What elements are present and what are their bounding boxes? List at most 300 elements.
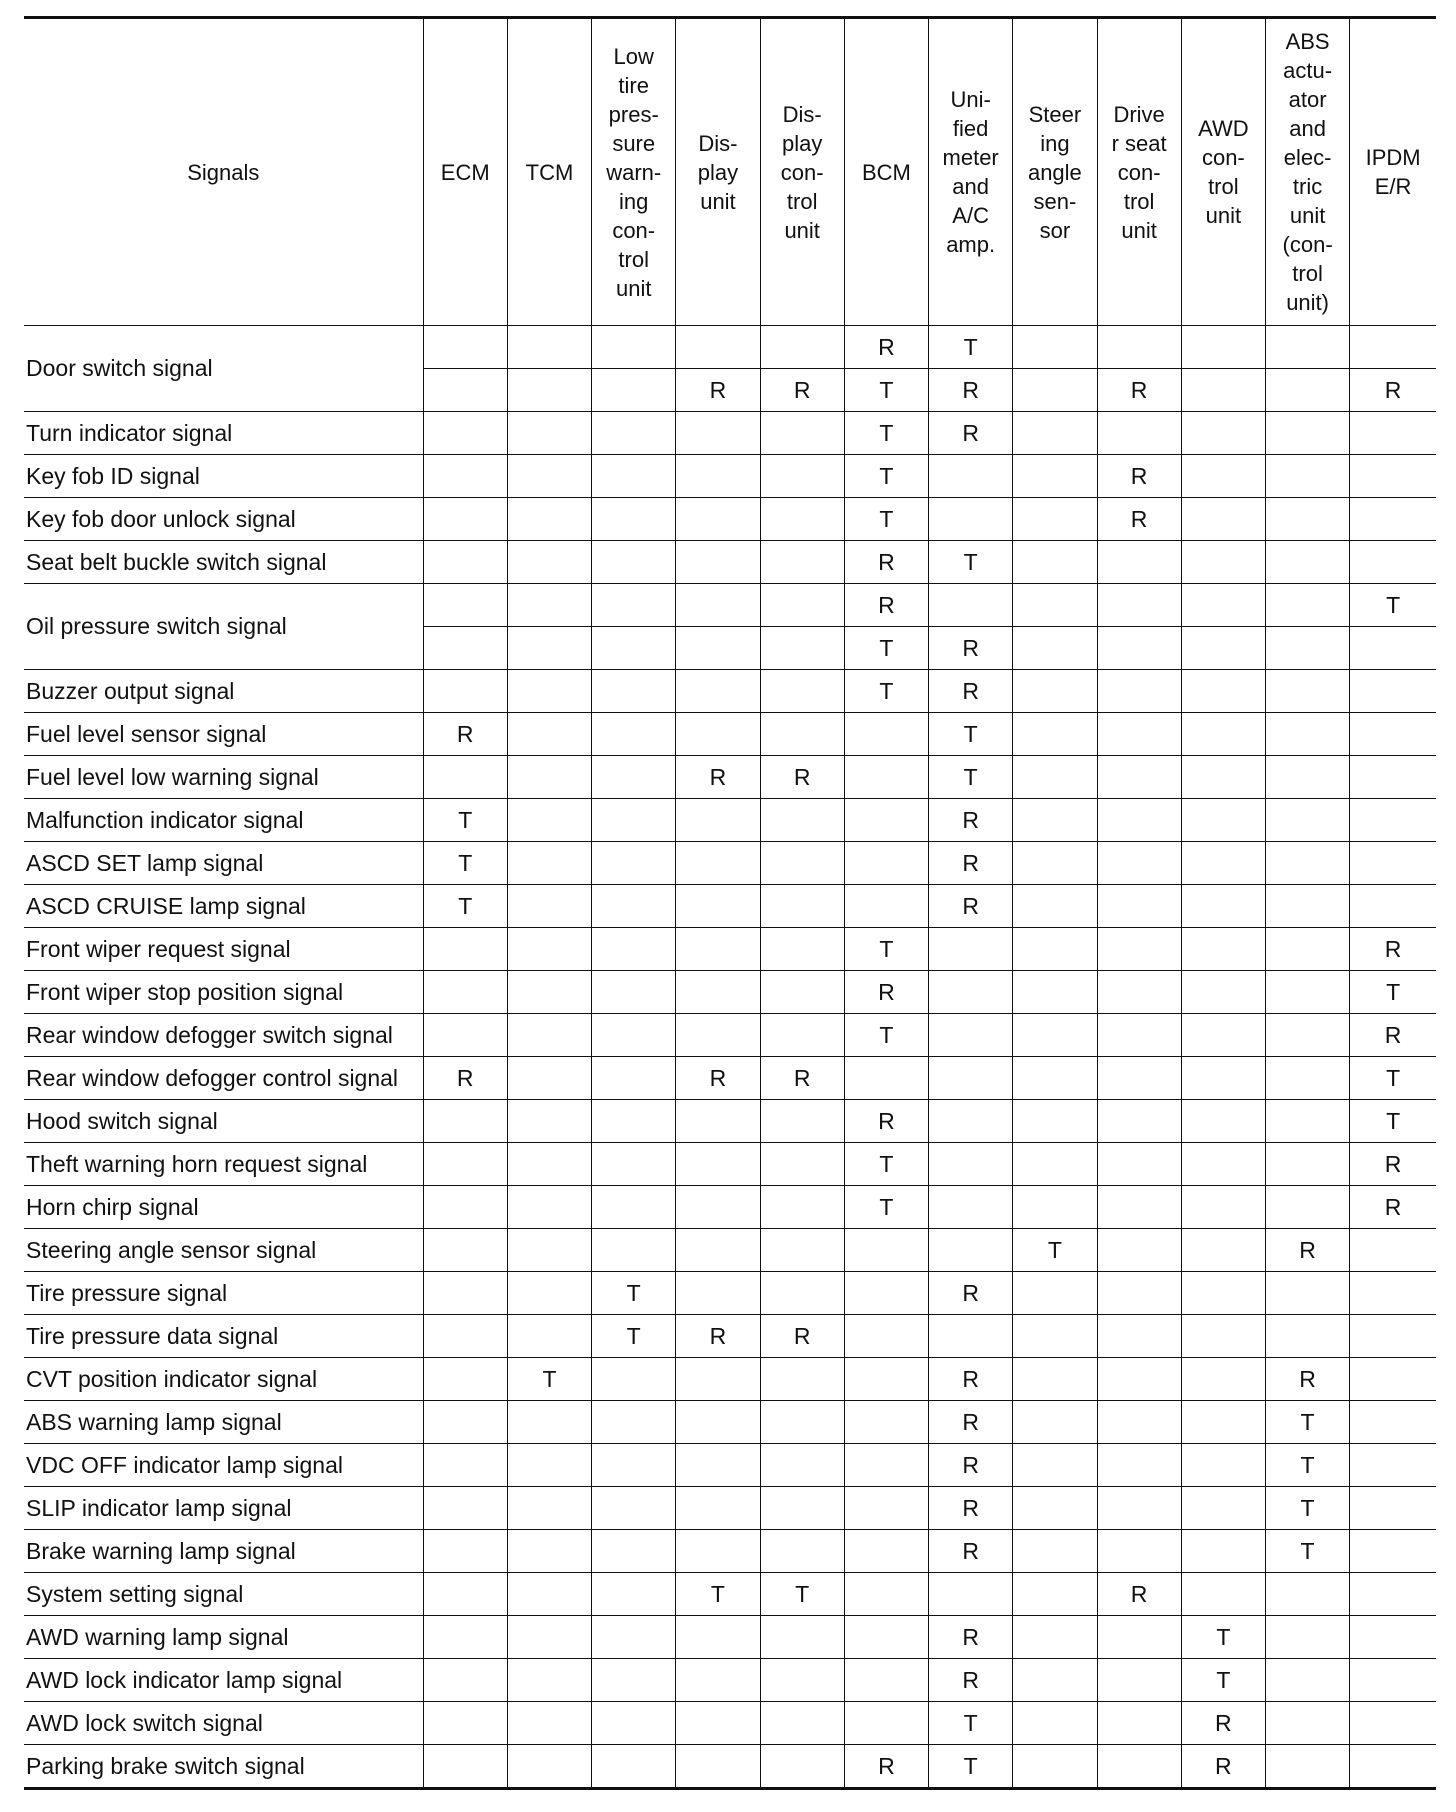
signal-direction-cell bbox=[929, 498, 1013, 541]
signal-direction-cell bbox=[507, 799, 591, 842]
signal-direction-cell bbox=[929, 1229, 1013, 1272]
signal-direction-cell bbox=[1350, 1315, 1436, 1358]
signal-direction-cell bbox=[929, 1315, 1013, 1358]
signal-name-cell: Rear window defogger switch signal bbox=[24, 1014, 423, 1057]
signal-direction-cell bbox=[423, 455, 507, 498]
signal-direction-cell bbox=[676, 326, 760, 369]
signal-direction-cell: T bbox=[423, 842, 507, 885]
signal-direction-cell: R bbox=[929, 885, 1013, 928]
signal-direction-cell: T bbox=[592, 1315, 676, 1358]
signal-direction-cell bbox=[1013, 1143, 1097, 1186]
signal-direction-cell bbox=[1013, 670, 1097, 713]
signal-direction-cell bbox=[592, 713, 676, 756]
signal-direction-cell bbox=[1181, 756, 1265, 799]
signal-direction-cell bbox=[1013, 541, 1097, 584]
signal-direction-cell bbox=[1181, 1315, 1265, 1358]
signal-direction-cell bbox=[676, 1487, 760, 1530]
signal-direction-cell bbox=[1181, 842, 1265, 885]
signal-direction-cell: R bbox=[844, 971, 928, 1014]
signal-direction-cell bbox=[423, 1272, 507, 1315]
column-header-label: BCM bbox=[861, 159, 911, 185]
column-header-label: AWD con- trol unit bbox=[1198, 116, 1249, 228]
signal-direction-cell bbox=[507, 1272, 591, 1315]
signal-direction-cell bbox=[423, 1745, 507, 1789]
signal-direction-cell bbox=[1350, 1272, 1436, 1315]
signal-direction-cell bbox=[592, 541, 676, 584]
signal-direction-cell: R bbox=[760, 756, 844, 799]
signal-direction-cell: R bbox=[1097, 498, 1181, 541]
signal-direction-cell bbox=[1097, 1358, 1181, 1401]
signal-direction-cell bbox=[1097, 1702, 1181, 1745]
signal-direction-cell bbox=[760, 584, 844, 627]
table-row bbox=[24, 1444, 1436, 1487]
column-header-label: Dis- play unit bbox=[697, 130, 739, 214]
signal-direction-cell bbox=[507, 1401, 591, 1444]
signal-direction-cell bbox=[676, 627, 760, 670]
signal-direction-cell bbox=[1013, 1444, 1097, 1487]
signal-direction-cell bbox=[507, 1100, 591, 1143]
signal-direction-cell bbox=[1350, 541, 1436, 584]
signal-direction-cell: T bbox=[507, 1358, 591, 1401]
signal-direction-cell: T bbox=[1350, 584, 1436, 627]
signal-name-cell: AWD lock switch signal bbox=[24, 1702, 423, 1745]
column-header bbox=[423, 18, 507, 326]
table-row bbox=[24, 1702, 1436, 1745]
table-row bbox=[24, 1487, 1436, 1530]
signal-direction-cell: T bbox=[844, 1186, 928, 1229]
signal-direction-cell bbox=[1013, 1057, 1097, 1100]
signal-direction-cell: R bbox=[1097, 455, 1181, 498]
signal-direction-cell: R bbox=[1350, 369, 1436, 412]
signal-direction-cell bbox=[1350, 412, 1436, 455]
column-header bbox=[929, 18, 1013, 326]
signal-direction-cell bbox=[507, 1616, 591, 1659]
signal-direction-cell: R bbox=[929, 842, 1013, 885]
signal-direction-cell bbox=[760, 670, 844, 713]
signal-direction-cell: R bbox=[844, 326, 928, 369]
signal-direction-cell: T bbox=[844, 369, 928, 412]
signal-direction-cell bbox=[1097, 1401, 1181, 1444]
signal-direction-cell bbox=[676, 1143, 760, 1186]
signal-direction-cell bbox=[844, 713, 928, 756]
signal-direction-cell: R bbox=[676, 756, 760, 799]
signal-direction-cell bbox=[1265, 1315, 1349, 1358]
column-header-label: TCM bbox=[525, 159, 574, 185]
signal-direction-cell bbox=[1265, 1702, 1349, 1745]
signal-direction-cell bbox=[1181, 1487, 1265, 1530]
signal-direction-cell bbox=[1265, 584, 1349, 627]
table-row bbox=[24, 1272, 1436, 1315]
signal-direction-cell bbox=[1097, 627, 1181, 670]
signal-direction-cell bbox=[592, 1014, 676, 1057]
signal-direction-cell bbox=[676, 928, 760, 971]
signal-direction-cell bbox=[1181, 670, 1265, 713]
signal-direction-cell bbox=[676, 1702, 760, 1745]
signal-direction-cell bbox=[676, 1229, 760, 1272]
signal-direction-cell bbox=[423, 627, 507, 670]
signal-direction-cell: R bbox=[929, 412, 1013, 455]
signal-direction-cell bbox=[676, 670, 760, 713]
signal-direction-cell bbox=[760, 1659, 844, 1702]
signal-direction-cell bbox=[1013, 1358, 1097, 1401]
signal-direction-cell bbox=[592, 885, 676, 928]
signal-direction-cell bbox=[760, 1401, 844, 1444]
signal-direction-cell: T bbox=[676, 1573, 760, 1616]
signal-direction-cell bbox=[760, 1530, 844, 1573]
signal-direction-cell bbox=[507, 1143, 591, 1186]
signal-direction-cell: R bbox=[929, 1487, 1013, 1530]
signal-direction-cell bbox=[592, 842, 676, 885]
signal-direction-cell bbox=[507, 842, 591, 885]
table-row bbox=[24, 1573, 1436, 1616]
signal-direction-cell bbox=[1265, 1659, 1349, 1702]
signal-name-cell: Steering angle sensor signal bbox=[24, 1229, 423, 1272]
signal-direction-cell bbox=[760, 498, 844, 541]
signal-direction-cell: R bbox=[929, 1401, 1013, 1444]
column-header bbox=[507, 18, 591, 326]
signal-direction-cell bbox=[1013, 1573, 1097, 1616]
signal-direction-cell bbox=[1013, 713, 1097, 756]
table-row bbox=[24, 1315, 1436, 1358]
signal-direction-cell bbox=[423, 1186, 507, 1229]
column-header bbox=[592, 18, 676, 326]
signal-direction-cell bbox=[423, 412, 507, 455]
signal-direction-cell bbox=[592, 584, 676, 627]
signal-direction-cell bbox=[929, 1014, 1013, 1057]
signal-direction-cell bbox=[1181, 584, 1265, 627]
signal-direction-cell bbox=[1181, 541, 1265, 584]
signal-direction-cell bbox=[1350, 1659, 1436, 1702]
signal-direction-cell bbox=[760, 1702, 844, 1745]
signal-direction-cell: T bbox=[929, 756, 1013, 799]
signal-direction-cell bbox=[423, 1401, 507, 1444]
signal-direction-cell bbox=[423, 1143, 507, 1186]
signal-direction-cell bbox=[1181, 1186, 1265, 1229]
signal-direction-cell bbox=[1181, 1573, 1265, 1616]
signal-direction-cell bbox=[1181, 369, 1265, 412]
signal-direction-cell: R bbox=[929, 799, 1013, 842]
signal-direction-cell: T bbox=[844, 1014, 928, 1057]
signal-direction-cell bbox=[1013, 1014, 1097, 1057]
signal-direction-cell bbox=[1013, 1745, 1097, 1789]
signal-direction-cell: R bbox=[423, 713, 507, 756]
table-row bbox=[24, 1186, 1436, 1229]
signal-direction-cell: R bbox=[929, 1530, 1013, 1573]
signal-direction-cell bbox=[1265, 670, 1349, 713]
signal-name-cell: Seat belt buckle switch signal bbox=[24, 541, 423, 584]
signal-direction-cell bbox=[760, 1229, 844, 1272]
column-header bbox=[1265, 18, 1349, 326]
signal-direction-cell bbox=[760, 1272, 844, 1315]
signal-direction-cell: T bbox=[844, 455, 928, 498]
signal-name-cell: Horn chirp signal bbox=[24, 1186, 423, 1229]
signal-direction-cell bbox=[676, 713, 760, 756]
signal-direction-cell bbox=[1181, 1530, 1265, 1573]
signal-direction-cell bbox=[1350, 713, 1436, 756]
signal-direction-cell bbox=[760, 1745, 844, 1789]
table-row bbox=[24, 1745, 1436, 1789]
signal-direction-cell bbox=[592, 498, 676, 541]
column-header bbox=[1013, 18, 1097, 326]
signal-direction-cell bbox=[1350, 799, 1436, 842]
signal-direction-cell bbox=[676, 1100, 760, 1143]
table-row bbox=[24, 1100, 1436, 1143]
signal-direction-cell bbox=[1097, 1659, 1181, 1702]
signal-direction-cell bbox=[1097, 1616, 1181, 1659]
table-row bbox=[24, 1358, 1436, 1401]
column-header-label: Dis- play con- trol unit bbox=[780, 101, 824, 243]
signal-direction-cell bbox=[507, 1745, 591, 1789]
signal-direction-cell bbox=[844, 1057, 928, 1100]
signal-direction-cell bbox=[844, 1358, 928, 1401]
signal-name-cell: System setting signal bbox=[24, 1573, 423, 1616]
signal-direction-cell: R bbox=[844, 541, 928, 584]
signal-direction-cell bbox=[844, 1530, 928, 1573]
signal-direction-cell bbox=[1013, 369, 1097, 412]
signal-direction-cell bbox=[1265, 713, 1349, 756]
signal-direction-cell bbox=[760, 885, 844, 928]
signal-direction-cell bbox=[1350, 1530, 1436, 1573]
table-row bbox=[24, 1616, 1436, 1659]
signal-direction-cell: R bbox=[929, 670, 1013, 713]
signal-direction-cell bbox=[1265, 1186, 1349, 1229]
signal-direction-cell bbox=[592, 1401, 676, 1444]
signal-direction-cell bbox=[844, 1487, 928, 1530]
signal-direction-cell bbox=[1265, 1014, 1349, 1057]
signal-name-cell: Rear window defogger control signal bbox=[24, 1057, 423, 1100]
signal-direction-cell bbox=[592, 1229, 676, 1272]
signal-direction-cell bbox=[423, 369, 507, 412]
signal-direction-cell: T bbox=[1350, 1100, 1436, 1143]
table-row bbox=[24, 1401, 1436, 1444]
signal-direction-cell: R bbox=[929, 627, 1013, 670]
signal-direction-cell bbox=[423, 1315, 507, 1358]
column-header bbox=[1181, 18, 1265, 326]
table-row bbox=[24, 842, 1436, 885]
signal-direction-cell bbox=[676, 1014, 760, 1057]
signal-direction-cell bbox=[760, 326, 844, 369]
signal-direction-cell bbox=[1350, 1573, 1436, 1616]
signal-direction-cell: R bbox=[929, 1358, 1013, 1401]
signal-direction-cell bbox=[676, 1659, 760, 1702]
column-header-label: Uni- fied meter and A/C amp. bbox=[942, 87, 999, 257]
signal-name-cell: ASCD CRUISE lamp signal bbox=[24, 885, 423, 928]
signal-direction-cell bbox=[507, 756, 591, 799]
signal-direction-cell bbox=[507, 1315, 591, 1358]
signal-direction-cell bbox=[507, 455, 591, 498]
table-row bbox=[24, 1659, 1436, 1702]
signal-name-cell: Key fob ID signal bbox=[24, 455, 423, 498]
signal-direction-cell bbox=[929, 971, 1013, 1014]
signal-direction-cell bbox=[423, 498, 507, 541]
signal-direction-cell bbox=[1013, 799, 1097, 842]
signal-direction-cell bbox=[1013, 455, 1097, 498]
signal-direction-cell: R bbox=[929, 369, 1013, 412]
signal-direction-cell bbox=[760, 1100, 844, 1143]
column-header-label: ABS actu- ator and elec- tric unit (con- trol unit) bbox=[1282, 29, 1333, 315]
table-row bbox=[24, 412, 1436, 455]
signal-direction-cell bbox=[1350, 1616, 1436, 1659]
signal-direction-cell: T bbox=[1013, 1229, 1097, 1272]
signal-direction-cell bbox=[844, 1315, 928, 1358]
signal-direction-cell bbox=[1181, 412, 1265, 455]
column-header-label: Signals bbox=[187, 159, 260, 185]
signal-direction-cell bbox=[1181, 1444, 1265, 1487]
signal-direction-cell bbox=[676, 971, 760, 1014]
signal-direction-cell: R bbox=[1181, 1745, 1265, 1789]
signal-direction-cell bbox=[423, 1358, 507, 1401]
signal-direction-cell bbox=[507, 713, 591, 756]
signal-direction-cell: R bbox=[1350, 1014, 1436, 1057]
signal-direction-cell bbox=[592, 971, 676, 1014]
signal-direction-cell bbox=[760, 1186, 844, 1229]
signal-name-cell: Key fob door unlock signal bbox=[24, 498, 423, 541]
signal-direction-cell: T bbox=[1265, 1401, 1349, 1444]
signal-direction-cell: T bbox=[423, 885, 507, 928]
signal-direction-cell bbox=[1265, 842, 1349, 885]
signal-direction-cell: T bbox=[1265, 1530, 1349, 1573]
signal-direction-cell bbox=[1350, 670, 1436, 713]
signal-direction-cell bbox=[1265, 1143, 1349, 1186]
signal-direction-cell bbox=[1181, 1272, 1265, 1315]
signal-name-cell: SLIP indicator lamp signal bbox=[24, 1487, 423, 1530]
signal-direction-cell bbox=[760, 1444, 844, 1487]
signal-direction-cell bbox=[1097, 1186, 1181, 1229]
signal-name-cell: Tire pressure signal bbox=[24, 1272, 423, 1315]
signal-direction-cell bbox=[507, 1229, 591, 1272]
signal-direction-cell: T bbox=[929, 1745, 1013, 1789]
signal-direction-cell bbox=[1265, 369, 1349, 412]
signal-direction-cell bbox=[592, 627, 676, 670]
signal-direction-cell bbox=[676, 885, 760, 928]
signal-direction-cell bbox=[592, 1358, 676, 1401]
signal-direction-cell bbox=[1181, 455, 1265, 498]
header-row bbox=[24, 18, 1436, 326]
signal-direction-cell bbox=[1350, 1745, 1436, 1789]
signal-direction-cell bbox=[929, 1186, 1013, 1229]
signal-direction-cell bbox=[1097, 1487, 1181, 1530]
table-row bbox=[24, 799, 1436, 842]
column-header-label: Low tire pres- sure warn- ing con- trol unit bbox=[606, 43, 662, 301]
signal-direction-cell bbox=[1097, 326, 1181, 369]
signal-direction-cell bbox=[507, 627, 591, 670]
column-header bbox=[676, 18, 760, 326]
signal-name-cell: Brake warning lamp signal bbox=[24, 1530, 423, 1573]
signal-direction-cell bbox=[844, 842, 928, 885]
signal-direction-cell bbox=[760, 1014, 844, 1057]
signal-direction-cell bbox=[507, 1057, 591, 1100]
signal-direction-cell bbox=[929, 455, 1013, 498]
signal-direction-cell bbox=[1097, 1100, 1181, 1143]
signal-direction-cell bbox=[1181, 1014, 1265, 1057]
signal-name-cell: Door switch signal bbox=[24, 326, 423, 412]
signal-direction-cell bbox=[423, 1573, 507, 1616]
table-row bbox=[24, 885, 1436, 928]
signal-direction-cell bbox=[592, 1100, 676, 1143]
signal-direction-cell bbox=[507, 541, 591, 584]
signal-direction-cell: T bbox=[1181, 1616, 1265, 1659]
signal-direction-cell bbox=[1181, 1229, 1265, 1272]
signal-direction-cell bbox=[929, 1143, 1013, 1186]
signal-direction-cell bbox=[507, 1186, 591, 1229]
signal-direction-cell bbox=[844, 799, 928, 842]
signal-direction-cell bbox=[507, 1702, 591, 1745]
signal-direction-cell bbox=[760, 971, 844, 1014]
signal-name-cell: ABS warning lamp signal bbox=[24, 1401, 423, 1444]
signal-direction-cell: T bbox=[1265, 1487, 1349, 1530]
signal-direction-cell bbox=[592, 1616, 676, 1659]
signal-direction-cell: T bbox=[844, 670, 928, 713]
signal-direction-cell bbox=[844, 1229, 928, 1272]
signal-direction-cell bbox=[676, 1444, 760, 1487]
signal-direction-cell bbox=[1350, 1702, 1436, 1745]
signal-direction-cell: T bbox=[929, 1702, 1013, 1745]
table-row bbox=[24, 541, 1436, 584]
signal-direction-cell bbox=[1097, 1315, 1181, 1358]
signal-direction-cell bbox=[1181, 928, 1265, 971]
signal-direction-cell: T bbox=[1350, 1057, 1436, 1100]
signal-direction-cell bbox=[760, 1616, 844, 1659]
signal-direction-cell bbox=[1013, 756, 1097, 799]
signal-direction-cell: R bbox=[1097, 369, 1181, 412]
signal-direction-cell bbox=[423, 1530, 507, 1573]
signal-direction-cell: T bbox=[592, 1272, 676, 1315]
signal-direction-cell bbox=[844, 1616, 928, 1659]
signal-direction-cell bbox=[1181, 498, 1265, 541]
signal-direction-cell bbox=[1181, 1100, 1265, 1143]
signal-direction-cell bbox=[676, 498, 760, 541]
signal-direction-cell bbox=[1097, 1057, 1181, 1100]
signal-direction-cell bbox=[1350, 326, 1436, 369]
table-row bbox=[24, 1530, 1436, 1573]
signal-direction-cell bbox=[1097, 756, 1181, 799]
signal-direction-cell bbox=[844, 1444, 928, 1487]
signal-direction-cell bbox=[507, 1573, 591, 1616]
signal-direction-cell bbox=[1350, 1401, 1436, 1444]
signal-direction-cell bbox=[1181, 1401, 1265, 1444]
signal-direction-cell bbox=[1013, 498, 1097, 541]
signal-direction-cell bbox=[1350, 1487, 1436, 1530]
signal-direction-cell: R bbox=[1097, 1573, 1181, 1616]
signal-direction-cell bbox=[1265, 971, 1349, 1014]
signal-direction-cell: R bbox=[929, 1659, 1013, 1702]
signal-direction-cell bbox=[1265, 756, 1349, 799]
signal-direction-cell bbox=[1097, 1272, 1181, 1315]
signal-direction-cell bbox=[507, 326, 591, 369]
signal-direction-cell: R bbox=[760, 369, 844, 412]
signal-direction-cell bbox=[423, 541, 507, 584]
signal-direction-cell bbox=[844, 1272, 928, 1315]
signal-direction-cell bbox=[676, 584, 760, 627]
signal-direction-cell bbox=[1097, 713, 1181, 756]
signal-direction-cell bbox=[423, 928, 507, 971]
signal-direction-cell bbox=[1265, 1100, 1349, 1143]
column-header-label: Steer ing angle sen- sor bbox=[1027, 101, 1082, 243]
signal-direction-cell bbox=[592, 369, 676, 412]
signal-direction-cell bbox=[1181, 627, 1265, 670]
signal-direction-cell bbox=[507, 1444, 591, 1487]
signal-direction-cell bbox=[1181, 713, 1265, 756]
signal-direction-cell: R bbox=[929, 1272, 1013, 1315]
signal-direction-cell bbox=[423, 1659, 507, 1702]
signal-direction-cell bbox=[844, 1659, 928, 1702]
signal-direction-cell: R bbox=[844, 1100, 928, 1143]
signal-direction-cell bbox=[844, 1573, 928, 1616]
signal-direction-cell bbox=[1097, 799, 1181, 842]
signal-direction-cell bbox=[592, 1444, 676, 1487]
signal-direction-cell bbox=[1013, 1616, 1097, 1659]
signal-direction-cell: T bbox=[1181, 1659, 1265, 1702]
